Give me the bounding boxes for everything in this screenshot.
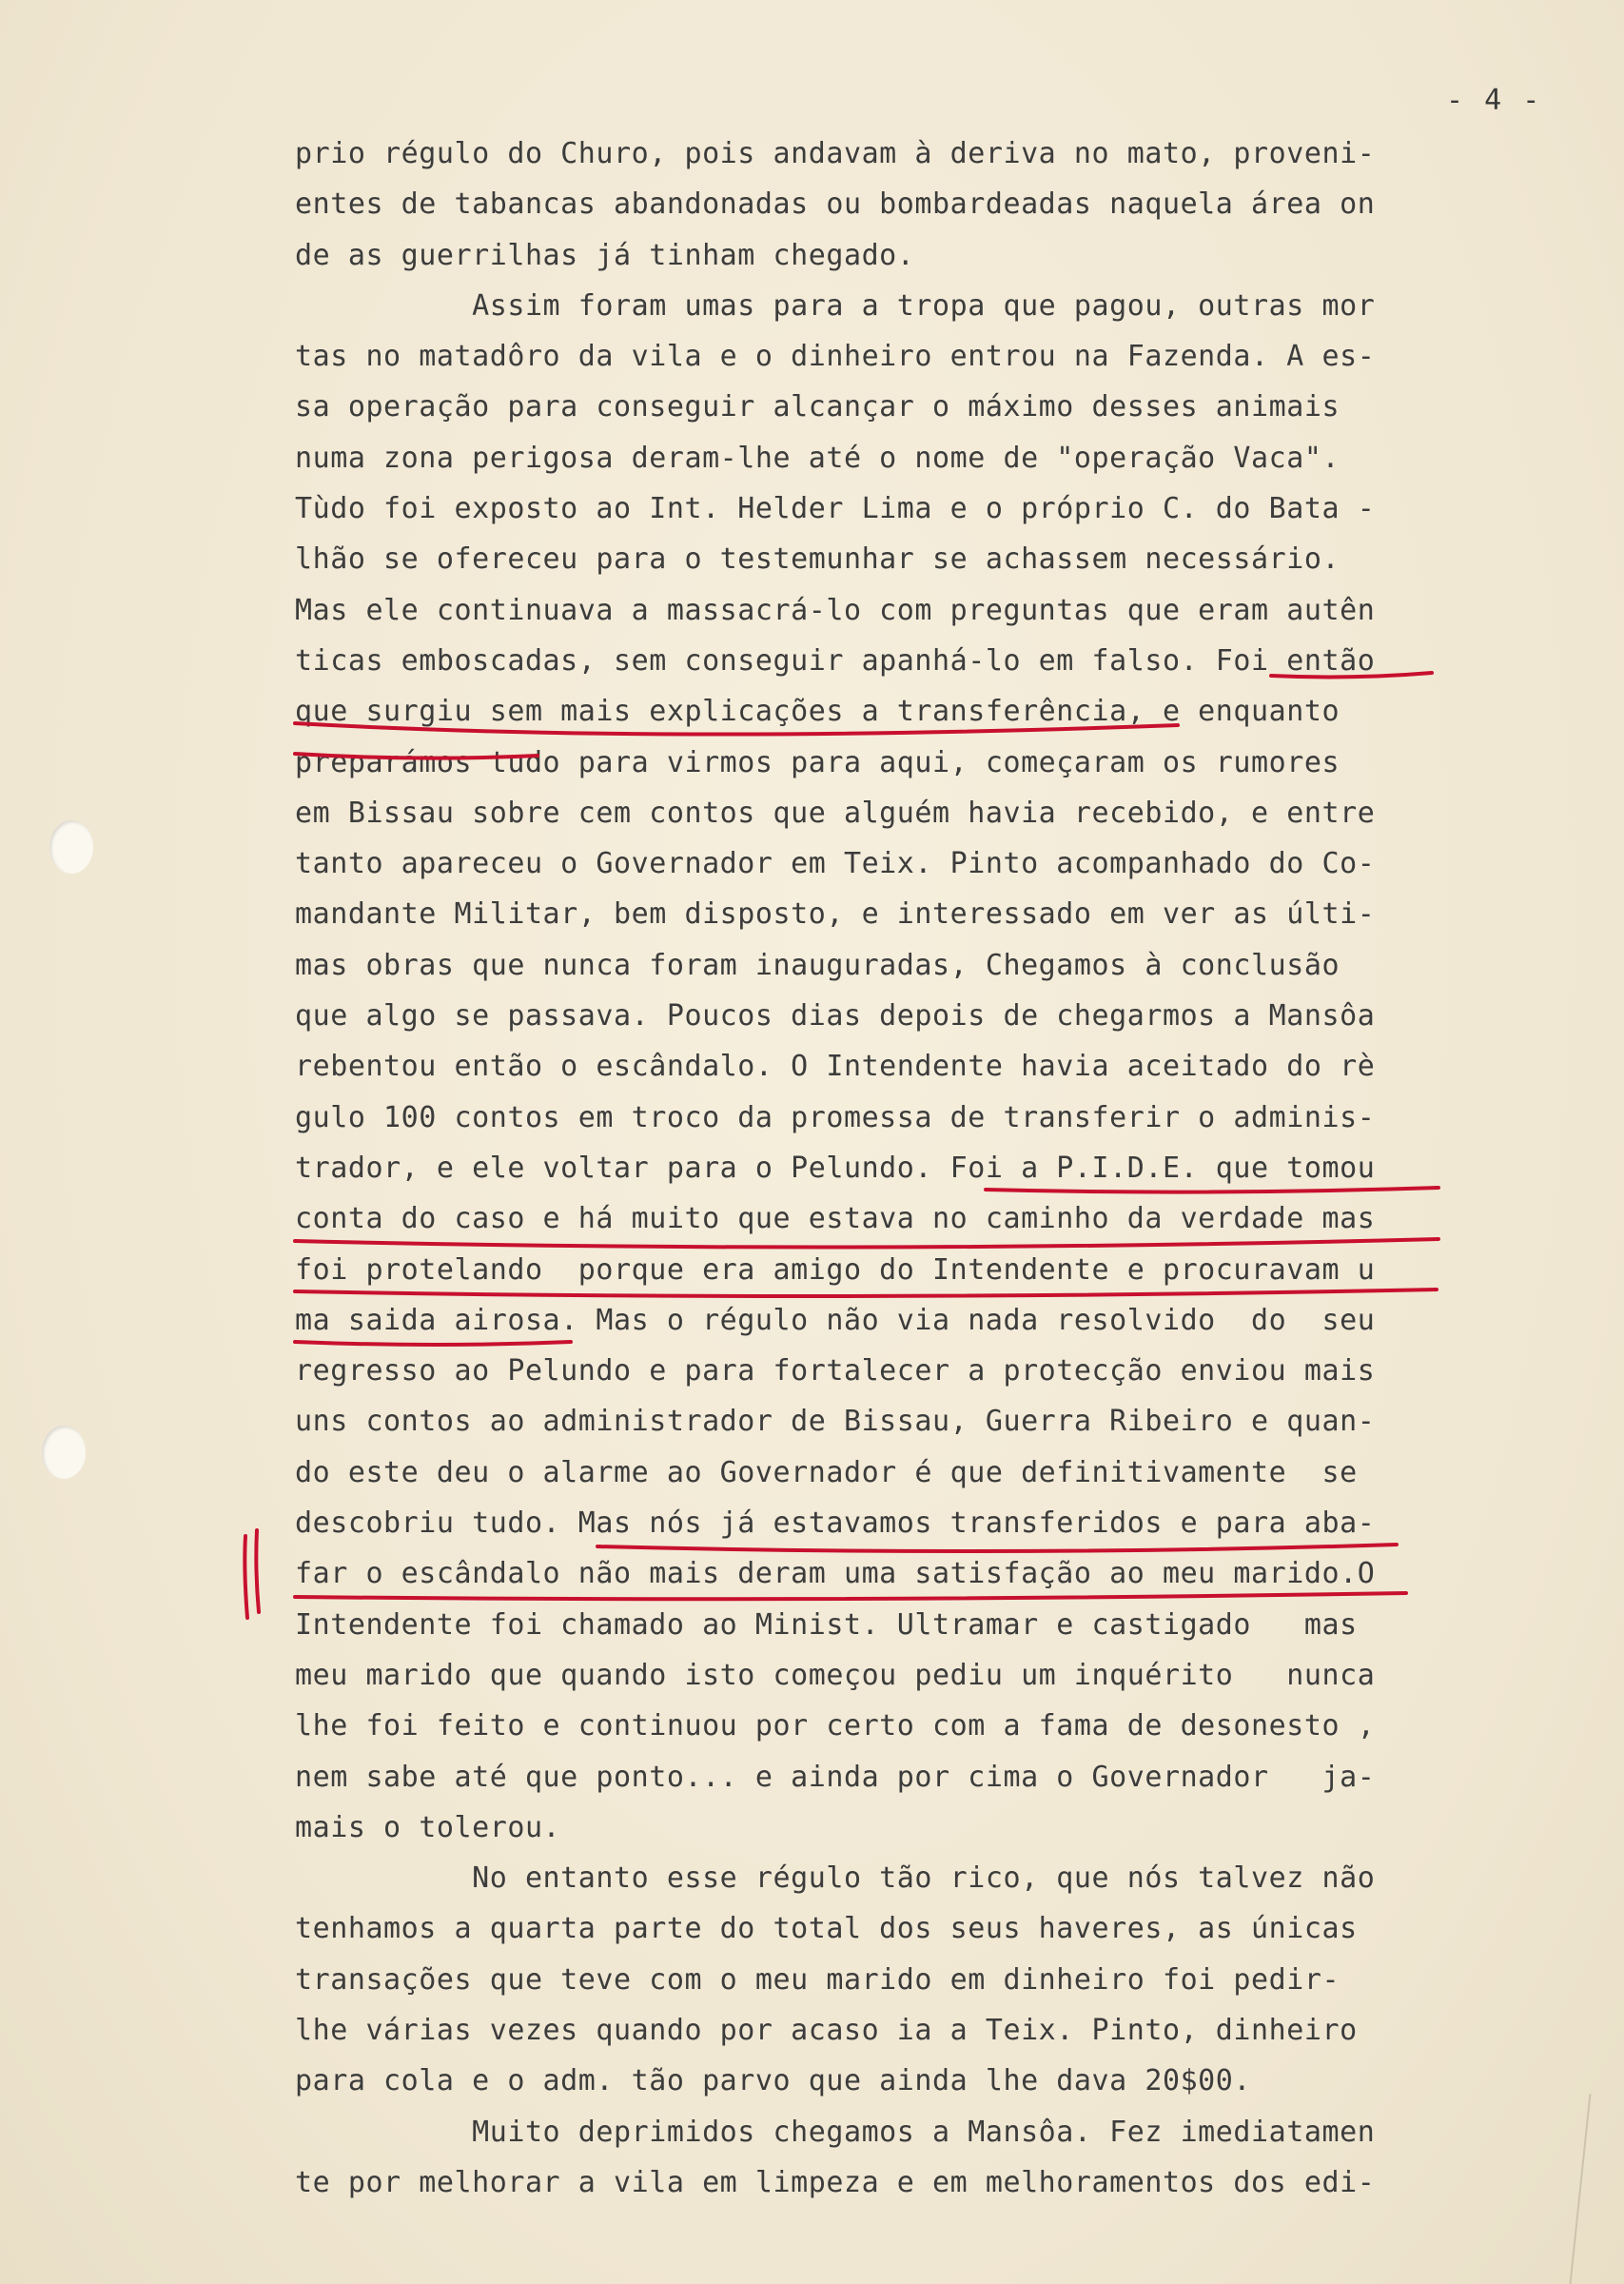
red-margin-mark — [245, 1536, 247, 1618]
text-line: ticas emboscadas, sem conseguir apanhá-lo em falso. Foi então — [295, 643, 1376, 678]
text-line: transações que teve com o meu marido em dinheiro foi pedir- — [295, 1962, 1340, 1997]
text-line: uns contos ao administrador de Bissau, Guerra Ribeiro e quan- — [295, 1405, 1376, 1439]
text-line: lhe várias vezes quando por acaso ia a Teix. Pinto, dinheiro — [295, 2013, 1358, 2047]
page-number: - 4 - — [1446, 84, 1542, 117]
text-line: tas no matadôro da vila e o dinheiro entrou na Fazenda. A es- — [295, 340, 1376, 374]
punch-hole — [42, 1426, 86, 1479]
text-line: meu marido que quando isto começou pediu um inquérito nunca — [295, 1658, 1376, 1692]
text-line: mais o tolerou. — [295, 1810, 561, 1844]
text-line: rebentou então o escândalo. O Intendente havia aceitado do rè — [295, 1050, 1376, 1084]
text-line: nem sabe até que ponto... e ainda por cima o Governador ja- — [295, 1760, 1376, 1794]
text-line: gulo 100 contos em troco da promessa de transferir o adminis- — [295, 1100, 1376, 1134]
text-line: mas obras que nunca foram inauguradas, Chegamos à conclusão — [295, 948, 1340, 982]
text-line: descobriu tudo. Mas nós já estavamos transferidos e para aba- — [295, 1506, 1376, 1541]
text-line: tenhamos a quarta parte do total dos seus haveres, as únicas — [295, 1912, 1358, 1946]
text-line: numa zona perigosa deram-lhe até o nome de "operação Vaca". — [295, 441, 1340, 475]
text-line: lhe foi feito e continuou por certo com a fama de desonesto , — [295, 1709, 1376, 1743]
text-line: Muito deprimidos chegamos a Mansôa. Fez imediatamen — [295, 2115, 1376, 2149]
red-margin-mark — [256, 1530, 259, 1612]
text-line: Tùdo foi exposto ao Int. Helder Lima e o próprio C. do Bata - — [295, 492, 1376, 526]
text-line: de as guerrilhas já tinham chegado. — [295, 238, 915, 272]
text-line: prio régulo do Churo, pois andavam à deriva no mato, proveni- — [295, 137, 1376, 170]
text-line: mandante Militar, bem disposto, e interessado em ver as últi- — [295, 897, 1376, 932]
text-line: sa operação para conseguir alcançar o máximo desses animais — [295, 390, 1340, 424]
text-line: No entanto esse régulo tão rico, que nós talvez não — [295, 1861, 1376, 1896]
text-line: preparámos tudo para virmos para aqui, começaram os rumores — [295, 745, 1340, 779]
text-line: lhão se ofereceu para o testemunhar se achassem necessário. — [295, 542, 1340, 577]
text-line: te por melhorar a vila em limpeza e em melhoramentos dos edi- — [295, 2165, 1376, 2199]
text-line: entes de tabancas abandonadas ou bombardeadas naquela área on — [295, 187, 1376, 222]
paper-edge-crease — [1569, 2094, 1624, 2284]
text-line: em Bissau sobre cem contos que alguém havia recebido, e entre — [295, 796, 1376, 830]
text-line: Mas ele continuava a massacrá-lo com preguntas que eram autên — [295, 593, 1376, 627]
text-line: tanto apareceu o Governador em Teix. Pinto acompanhado do Co- — [295, 847, 1376, 881]
text-line: ma saida airosa. Mas o régulo não via nada resolvido do seu — [295, 1303, 1376, 1337]
text-line: Intendente foi chamado ao Minist. Ultramar e castigado mas — [295, 1607, 1358, 1642]
text-line: Assim foram umas para a tropa que pagou, outras mor — [295, 288, 1376, 323]
text-line: que surgiu sem mais explicações a transferência, e enquanto — [295, 695, 1340, 729]
text-line: conta do caso e há muito que estava no caminho da verdade mas — [295, 1202, 1376, 1236]
text-line: regresso ao Pelundo e para fortalecer a protecção enviou mais — [295, 1354, 1376, 1388]
text-line: do este deu o alarme ao Governador é que definitivamente se — [295, 1455, 1358, 1489]
text-line: foi protelando porque era amigo do Intendente e procuravam u — [295, 1252, 1376, 1287]
text-line: para cola e o adm. tão parvo que ainda lhe dava 20$00. — [295, 2064, 1252, 2098]
punch-hole — [49, 820, 93, 874]
typewritten-body — [295, 128, 1437, 2208]
text-line: que algo se passava. Poucos dias depois de chegarmos a Mansôa — [295, 999, 1376, 1034]
text-line: far o escândalo não mais deram uma satisfação ao meu marido.O — [295, 1557, 1376, 1591]
text-line: trador, e ele voltar para o Pelundo. Foi a P.I.D.E. que tomou — [295, 1151, 1376, 1185]
